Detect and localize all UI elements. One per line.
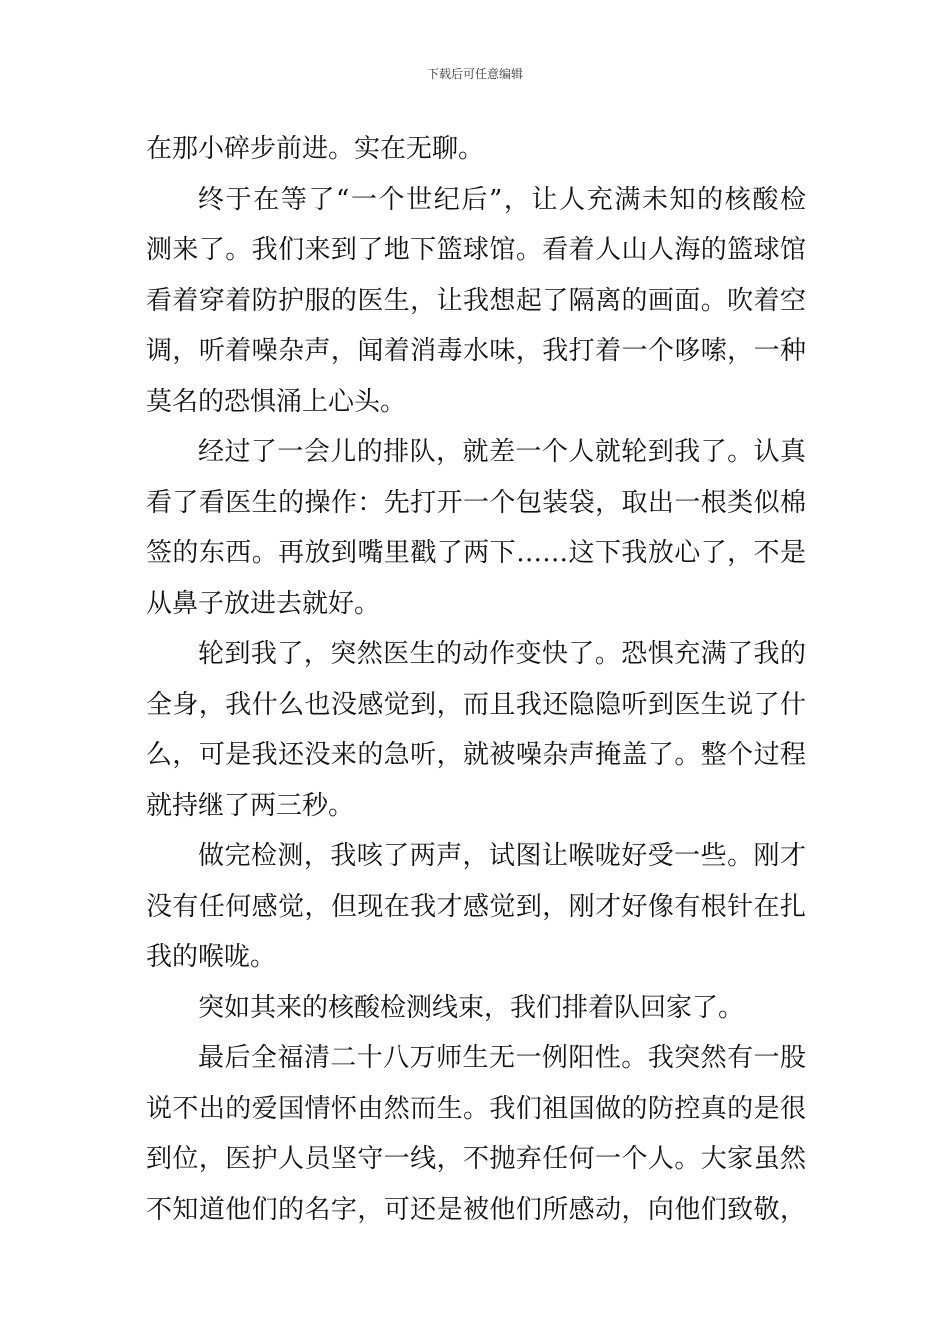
document-body bbox=[146, 124, 806, 1235]
text-line: 轮到我了，突然医生的动作变快了。恐惧充满了我的 bbox=[198, 639, 806, 669]
text-line: 经过了一会儿的排队，就差一个人就轮到我了。认真 bbox=[198, 437, 806, 467]
text-line: 就持继了两三秒。 bbox=[146, 790, 355, 821]
text-line: 不知道他们的名字，可还是被他们所感动，向他们致敬， bbox=[146, 1194, 806, 1225]
text-line: 从鼻子放进去就好。 bbox=[146, 588, 381, 619]
paragraph bbox=[146, 124, 806, 175]
paragraph bbox=[146, 1033, 806, 1235]
paragraph bbox=[146, 629, 806, 831]
text-line: 做完检测，我咳了两声，试图让喉咙好受一些。刚才 bbox=[198, 841, 806, 871]
paragraph bbox=[146, 831, 806, 983]
text-line: 看了看医生的操作：先打开一个包装袋，取出一根类似棉 bbox=[146, 487, 806, 518]
paragraph bbox=[146, 175, 806, 428]
text-line: 突如其来的核酸检测线束，我们排着队回家了。 bbox=[198, 992, 745, 1023]
page-header: 下载后可任意编辑 bbox=[426, 67, 523, 81]
text-line: 说不出的爱国情怀由然而生。我们祖国做的防控真的是很 bbox=[146, 1093, 806, 1124]
text-line: 没有任何感觉，但现在我才感觉到，刚才好像有根针在扎 bbox=[146, 891, 806, 922]
text-line: 么，可是我还没来的急听，就被噪杂声掩盖了。整个过程 bbox=[146, 740, 806, 770]
text-line: 签的东西。再放到嘴里戳了两下……这下我放心了，不是 bbox=[146, 538, 806, 568]
paragraph bbox=[146, 427, 806, 629]
text-line: 到位，医护人员坚守一线，不抛弃任何一个人。大家虽然 bbox=[146, 1144, 806, 1174]
text-line: 看着穿着防护服的医生，让我想起了隔离的画面。吹着空 bbox=[146, 285, 806, 316]
paragraph bbox=[146, 983, 806, 1034]
text-line: 调，听着噪杂声，闻着消毒水味，我打着一个哆嗦，一种 bbox=[146, 336, 806, 366]
text-line: 莫名的恐惧涌上心头。 bbox=[146, 386, 407, 417]
text-line: 全身，我什么也没感觉到，而且我还隐隐听到医生说了什 bbox=[146, 689, 806, 720]
text-line: 我的喉咙。 bbox=[146, 942, 277, 972]
text-line: 在那小碎步前进。实在无聊。 bbox=[146, 134, 485, 164]
text-line: 终于在等了“一个世纪后”，让人充满未知的核酸检 bbox=[198, 184, 806, 215]
text-line: 测来了。我们来到了地下篮球馆。看着人山人海的篮球馆 bbox=[146, 235, 806, 265]
text-line: 最后全福清二十八万师生无一例阳性。我突然有一股 bbox=[198, 1043, 806, 1073]
